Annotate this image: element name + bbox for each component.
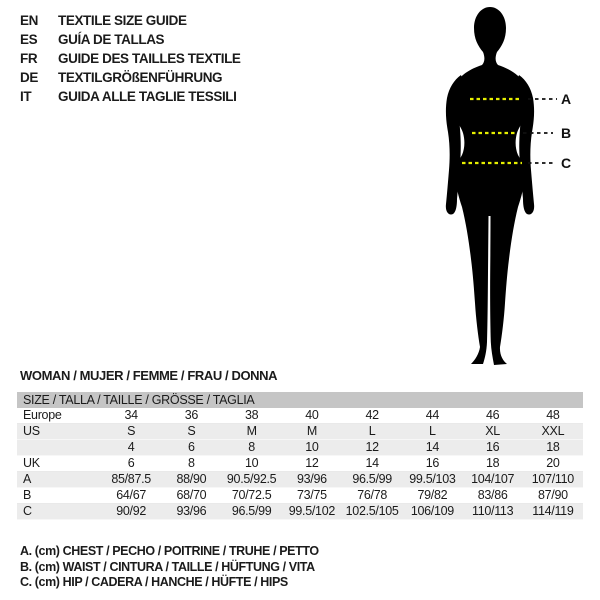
lang-code: EN <box>20 13 38 28</box>
size-cell: 87/90 <box>537 488 568 502</box>
table-row-waist-b <box>17 488 583 504</box>
size-cell: S <box>127 424 136 438</box>
marker-label-b: B <box>561 125 572 141</box>
size-table <box>17 392 583 520</box>
size-cell: 38 <box>244 408 259 422</box>
lang-row-fr <box>20 49 241 68</box>
table-row-chest-a <box>17 472 583 488</box>
size-cell: 46 <box>485 408 500 422</box>
table-row-us-numeric <box>17 440 583 456</box>
measurement-legend <box>20 544 319 591</box>
row-label <box>17 440 101 455</box>
size-cell: 16 <box>485 440 500 454</box>
table-row-us-letters <box>17 424 583 440</box>
size-cell: 104/107 <box>471 472 515 486</box>
size-cell: S <box>187 424 196 438</box>
row-label: A <box>23 472 32 486</box>
size-cell: 96.5/99 <box>352 472 392 486</box>
size-cell: 110/113 <box>472 504 514 518</box>
row-label: Europe <box>23 408 62 422</box>
size-cell: 8 <box>248 440 255 454</box>
size-cell: M <box>306 424 317 438</box>
lang-code: DE <box>20 70 38 85</box>
size-cell: 88/90 <box>176 472 207 486</box>
table-row-uk <box>17 456 583 472</box>
gender-group-title: WOMAN / MUJER / FEMME / FRAU / DONNA <box>20 368 278 383</box>
size-cell: 16 <box>425 456 440 470</box>
size-cell: 36 <box>184 408 199 422</box>
size-cell: 93/96 <box>296 472 327 486</box>
size-cell: 85/87.5 <box>111 472 151 486</box>
size-table-header: SIZE / TALLA / TAILLE / GRÖSSE / TAGLIA <box>17 392 583 408</box>
size-cell: 83/86 <box>477 488 508 502</box>
legend-line-chest: A. (cm) CHEST / PECHO / POITRINE / TRUHE / PETTO <box>20 544 319 558</box>
size-cell: L <box>429 424 436 438</box>
size-cell: 34 <box>124 408 138 422</box>
size-cell: 10 <box>305 440 319 454</box>
lang-row-es <box>20 30 241 49</box>
size-cell: 12 <box>305 456 319 470</box>
woman-silhouette <box>452 7 527 365</box>
size-cell: 12 <box>365 440 379 454</box>
size-cell: 79/82 <box>417 488 448 502</box>
size-cell: 90.5/92.5 <box>226 472 277 486</box>
size-cell: 8 <box>188 456 195 470</box>
size-cell: 48 <box>546 408 560 422</box>
size-cell: XL <box>485 424 500 438</box>
size-cell: 73/75 <box>296 488 327 502</box>
size-cell: 102.5/105 <box>345 504 399 518</box>
size-cell: L <box>368 424 376 438</box>
size-cell: 44 <box>425 408 440 422</box>
size-cell: 42 <box>365 408 379 422</box>
size-cell: 14 <box>365 456 379 470</box>
size-cell: 70/72.5 <box>231 488 272 502</box>
marker-label-a: A <box>561 91 572 107</box>
lang-title: GUÍA DE TALLAS <box>58 32 165 47</box>
legend-line-hip: C. (cm) HIP / CADERA / HANCHE / HÜFTE / HIPS <box>20 575 288 589</box>
legend-line-waist: B. (cm) WAIST / CINTURA / TAILLE / HÜFTUNG / VITA <box>20 559 315 574</box>
size-cell: 96.5/99 <box>231 504 272 518</box>
size-cell: 90/92 <box>116 504 147 518</box>
size-cell: 6 <box>127 456 135 470</box>
size-cell: 40 <box>305 408 319 422</box>
size-cell: 18 <box>546 440 560 454</box>
size-cell: 76/78 <box>357 488 388 502</box>
lang-row-de <box>20 68 241 87</box>
row-label: US <box>23 424 40 438</box>
lang-row-en <box>20 11 241 30</box>
size-cell: 68/70 <box>176 488 207 502</box>
size-cell: M <box>246 424 257 438</box>
size-cell: XXL <box>541 424 565 438</box>
row-label: UK <box>23 456 40 470</box>
size-cell: 93/96 <box>176 504 207 518</box>
table-row-hip-c <box>17 504 583 520</box>
size-cell: 114/119 <box>532 504 574 518</box>
lang-title: TEXTILGRÖßENFÜHRUNG <box>58 70 223 85</box>
size-cell: 4 <box>127 440 135 454</box>
size-cell: 107/110 <box>531 472 574 486</box>
row-label: C <box>23 504 32 518</box>
marker-label-c: C <box>561 155 572 171</box>
lang-title: GUIDE DES TAILLES TEXTILE <box>58 51 241 66</box>
size-cell: 106/109 <box>410 504 454 518</box>
size-cell: 10 <box>244 456 259 470</box>
size-cell: 64/67 <box>116 488 147 502</box>
size-cell: 14 <box>425 440 440 454</box>
size-cell: 20 <box>546 456 560 470</box>
size-cell: 6 <box>188 440 195 454</box>
language-title-list <box>20 11 241 106</box>
lang-row-it <box>20 87 241 106</box>
row-label: B <box>23 488 32 502</box>
lang-title: GUIDA ALLE TAGLIE TESSILI <box>58 89 237 104</box>
lang-code: FR <box>20 51 38 66</box>
measurement-figure <box>413 2 583 374</box>
size-cell: 99.5/102 <box>288 504 335 518</box>
lang-code: IT <box>20 89 32 104</box>
size-cell: 99.5/103 <box>409 472 456 486</box>
lang-title: TEXTILE SIZE GUIDE <box>58 13 187 28</box>
table-row-europe <box>17 408 583 424</box>
lang-code: ES <box>20 32 38 47</box>
size-cell: 18 <box>485 456 500 470</box>
